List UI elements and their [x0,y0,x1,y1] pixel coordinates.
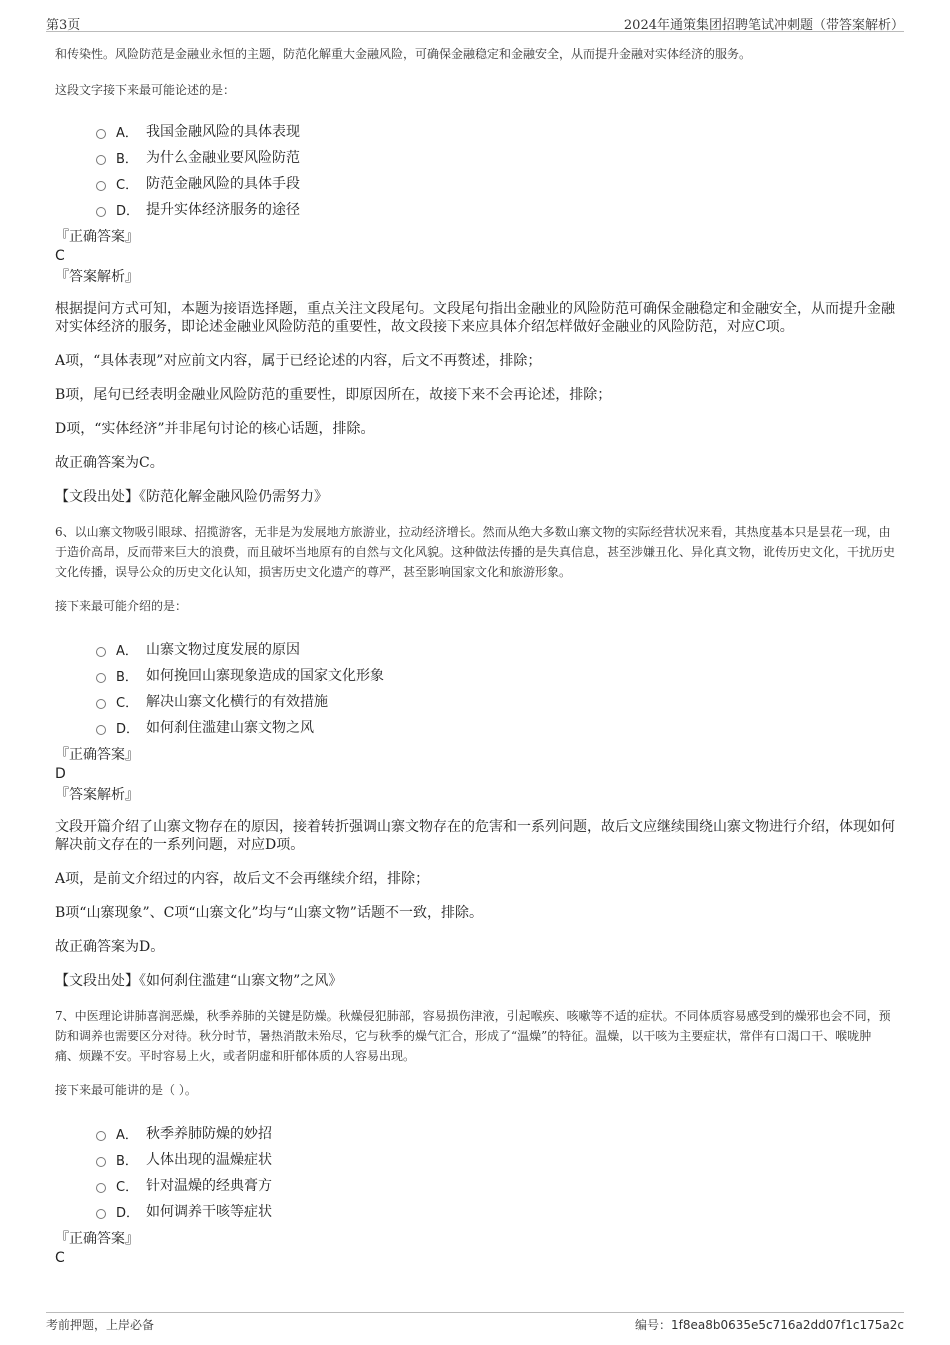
analysis-paragraph: 文段开篇介绍了山寨文物存在的原因，接着转折强调山寨文物存在的危害和一系列问题，故后文应继续围绕山寨文物进行介绍，体现如何解决前文存在的一系列问题，对应D项。 [55,819,895,853]
radio-icon[interactable] [96,129,106,139]
analysis-label: 『答案解析』 [55,787,139,803]
analysis-paragraph: 根据提问方式可知，本题为接语选择题，重点关注文段尾句。文段尾句指出金融业的风险防范可确保金融稳定和金融安全，从而提升金融对实体经济的服务，即论述金融业风险防范的重要性，故文段接下来应具体介绍怎样做好金融业的风险防范，对应C项。 [55,301,895,335]
option-b[interactable]: B． 为什么金融业要风险防范 [96,144,895,170]
passage-text: 和传染性。风险防范是金融业永恒的主题，防范化解重大金融风险，可确保金融稳定和金融安全，从而提升金融对实体经济的服务。 [55,47,752,61]
question-5 [55,44,895,506]
radio-icon[interactable] [96,699,106,709]
option-d[interactable]: D． 如何调养干咳等症状 [96,1198,895,1224]
passage-text: 7、中医理论讲肺喜润恶燥，秋季养肺的关键是防燥。秋燥侵犯肺部，容易损伤津液，引起喉疾、咳嗽等不适的症状。不同体质容易感受到的燥邪也会不同，预防和调养也需要区分对待。秋分时节，暑热消散未殆尽，它与秋季的燥气汇合，形成了“温燥”的特征。温燥，以干咳为主要症状，常伴有口渴口干、喉咙肿痛、烦躁不安。平时容易上火，或者阴虚和肝郁体质的人容易出现。 [55,1009,891,1063]
radio-icon[interactable] [96,1209,106,1219]
question-6 [55,522,895,990]
analysis-paragraph: A项，是前文介绍过的内容，故后文不会再继续介绍，排除； [55,871,430,887]
radio-icon[interactable] [96,1131,106,1141]
option-list [96,118,895,222]
page-number: 第3页 [46,18,81,33]
question-7 [55,1006,895,1268]
analysis-label: 『答案解析』 [55,269,139,285]
option-d[interactable]: D． 提升实体经济服务的途径 [96,196,895,222]
answer-label: 『正确答案』 [55,747,139,763]
answer-value: D [55,766,66,782]
page-footer [46,1312,904,1336]
question-prompt: 这段文字接下来最可能论述的是： [55,83,236,97]
analysis-paragraph: A项，“具体表现”对应前文内容，属于已经论述的内容，后文不再赘述，排除； [55,353,542,369]
radio-icon[interactable] [96,181,106,191]
option-list [96,1120,895,1224]
document-body [55,42,895,1268]
analysis-paragraph: D项，“实体经济”并非尾句讨论的核心话题，排除。 [55,421,375,437]
question-prompt: 接下来最可能讲的是（ ）。 [55,1083,197,1097]
option-list [96,636,895,740]
analysis-paragraph: B项“山寨现象”、C项“山寨文化”均与“山寨文物”话题不一致，排除。 [55,905,483,921]
option-c[interactable]: C． 防范金融风险的具体手段 [96,170,895,196]
answer-value: C [55,1250,65,1266]
document-id: 编号：1f8ea8b0635e5c716a2dd07f1c175a2c [635,1318,904,1332]
radio-icon[interactable] [96,725,106,735]
radio-icon[interactable] [96,647,106,657]
answer-label: 『正确答案』 [55,229,139,245]
option-a[interactable]: A． 我国金融风险的具体表现 [96,118,895,144]
radio-icon[interactable] [96,155,106,165]
analysis-paragraph: B项，尾句已经表明金融业风险防范的重要性，即原因所在，故接下来不会再论述，排除； [55,387,612,403]
option-c[interactable]: C． 解决山寨文化横行的有效措施 [96,688,895,714]
radio-icon[interactable] [96,1157,106,1167]
radio-icon[interactable] [96,1183,106,1193]
radio-icon[interactable] [96,673,106,683]
document-title: 2024年通策集团招聘笔试冲刺题（带答案解析） [623,18,904,33]
analysis-paragraph: 故正确答案为C。 [55,455,164,471]
source-note: 【文段出处】《如何刹住滥建“山寨文物”之风》 [55,973,343,989]
passage-text: 6、以山寨文物吸引眼球、招揽游客，无非是为发展地方旅游业，拉动经济增长。然而从绝大多数山寨文物的实际经营状况来看，其热度基本只是昙花一现，由于造价高昂，反而带来巨大的浪费，而且破坏当地原有的自然与文化风貌。这种做法传播的是失真信息，甚至涉嫌丑化、异化真文物，讹传历史文化，干扰历史文化传播，误导公众的历史文化认知，损害历史文化遗产的尊严，甚至影响国家文化和旅游形象。 [55,525,896,579]
option-a[interactable]: A． 山寨文物过度发展的原因 [96,636,895,662]
option-a[interactable]: A． 秋季养肺防燥的妙招 [96,1120,895,1146]
analysis-paragraph: 故正确答案为D。 [55,939,165,955]
source-note: 【文段出处】《防范化解金融风险仍需努力》 [55,489,328,505]
radio-icon[interactable] [96,207,106,217]
option-d[interactable]: D． 如何刹住滥建山寨文物之风 [96,714,895,740]
option-b[interactable]: B． 人体出现的温燥症状 [96,1146,895,1172]
page-header [46,12,904,32]
footer-slogan: 考前押题，上岸必备 [46,1318,155,1332]
answer-label: 『正确答案』 [55,1231,139,1247]
option-c[interactable]: C． 针对温燥的经典膏方 [96,1172,895,1198]
option-b[interactable]: B． 如何挽回山寨现象造成的国家文化形象 [96,662,895,688]
answer-value: C [55,248,65,264]
question-prompt: 接下来最可能介绍的是： [55,599,188,613]
